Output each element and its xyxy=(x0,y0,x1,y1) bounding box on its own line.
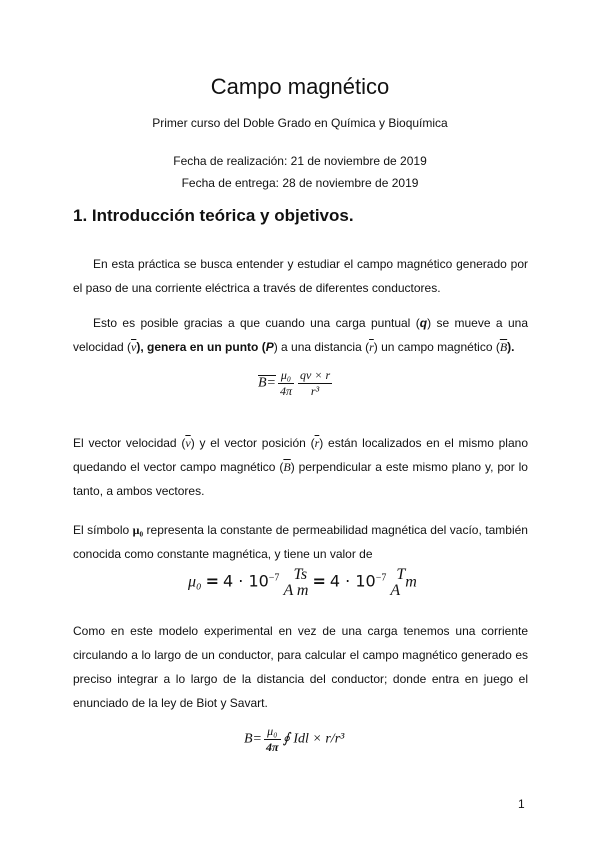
eq-equals: = xyxy=(312,571,326,591)
page-number: 1 xyxy=(518,797,525,811)
text-segment: ) y el vector posición ( xyxy=(190,436,315,450)
symbol-mu0: μ₀ xyxy=(132,523,144,537)
section-heading: 1. Introducción teórica y objetivos. xyxy=(73,206,354,225)
paragraph-vectores xyxy=(73,431,528,503)
eq-value: 4 · 10 xyxy=(329,571,376,591)
eq-numerator: μ₀ xyxy=(264,724,281,740)
eq-unit-stack xyxy=(283,567,308,599)
eq-denominator: 4π xyxy=(266,740,279,754)
text-segment: ) se mueve a una velocidad ( xyxy=(73,316,528,354)
symbol-v: $\overline{v}$ xyxy=(185,436,191,450)
eq-unit-top: T xyxy=(396,566,406,583)
text-segment: ), genera en un punto ( xyxy=(136,340,266,354)
symbol-b: $\overline{B}$ xyxy=(499,340,508,354)
text-segment: ) están localizados en el mismo plano quedando el vector campo magnético ( xyxy=(73,436,528,474)
paragraph-permeabilidad xyxy=(73,518,528,566)
eq-fraction xyxy=(278,368,294,399)
eq-integral: ∮ Idl × r/r³ xyxy=(282,731,345,747)
text-segment: ) un campo magnético ( xyxy=(373,340,500,354)
eq-denominator: r³ xyxy=(310,384,320,398)
text-segment: El vector velocidad ( xyxy=(73,436,186,450)
eq-unit-bottom: A xyxy=(390,582,401,599)
eq-unit-bottom: A m xyxy=(283,582,309,599)
eq-fraction xyxy=(264,724,281,755)
eq-unit-top: Ts xyxy=(293,566,308,583)
text-segment: ) perpendicular a este mismo plano y, por lo tanto, a ambos vectores. xyxy=(73,460,528,498)
text-segment: ) a una distancia ( xyxy=(273,340,370,354)
text-segment: representa la constante de permeabilidad magnética del vacío, también conocida como constante magnética, y tiene un valor de xyxy=(73,523,528,561)
eq-unit-m: m xyxy=(405,573,417,591)
text-segment: Esto es posible gracias a que cuando una carga puntual ( xyxy=(93,316,420,330)
eq-mu0: μ₀ xyxy=(188,573,202,591)
eq-value: 4 · 10 xyxy=(223,571,269,591)
eq-unit-stack xyxy=(390,567,405,599)
symbol-b: $\overline{B}$ xyxy=(283,460,291,474)
eq-lhs: B= xyxy=(258,375,276,391)
date-realizacion: Fecha de realización: 21 de noviembre de 2019 xyxy=(173,154,427,168)
equation-biot-savart xyxy=(244,724,344,755)
document-title: Campo magnético xyxy=(210,74,390,99)
eq-numerator: μ₀ xyxy=(278,368,294,384)
eq-fraction xyxy=(298,368,332,399)
paragraph-intro: En esta práctica se busca entender y estudiar el campo magnético generado por el paso de una corriente eléctrica a través de diferentes conductores. xyxy=(73,257,528,295)
equation-campo-carga xyxy=(258,368,334,399)
eq-lhs: B= xyxy=(244,731,262,747)
eq-denominator: 4π xyxy=(280,384,293,398)
text-segment: El símbolo xyxy=(73,523,130,537)
equation-mu0-value xyxy=(188,567,417,599)
date-entrega: Fecha de entrega: 28 de noviembre de 2019 xyxy=(181,176,419,190)
eq-exponent: −7 xyxy=(268,572,280,584)
symbol-p: P xyxy=(265,340,274,354)
symbol-r: $\overline{r}$ xyxy=(314,436,320,450)
symbol-q: q xyxy=(419,316,428,330)
eq-numerator: qv × r xyxy=(300,368,331,382)
paragraph-biot-savart: Como en este modelo experimental en vez de una carga tenemos una corriente circulando a lo largo de un conductor, para calcular el campo magnético generado es preciso integrar a lo largo de la distancia del conductor; donde entra en juego el enunciado de la ley de Biot y Savart. xyxy=(73,624,528,710)
eq-exponent: −7 xyxy=(375,572,387,584)
paragraph-carga-puntual xyxy=(73,311,528,359)
eq-equals: = xyxy=(205,571,219,591)
text-segment: ). xyxy=(507,340,515,354)
document-subtitle: Primer curso del Doble Grado en Química y Bioquímica xyxy=(152,116,448,130)
symbol-r: $\overline{r}$ xyxy=(369,340,374,354)
symbol-v: $\overline{v}$ xyxy=(131,340,137,354)
